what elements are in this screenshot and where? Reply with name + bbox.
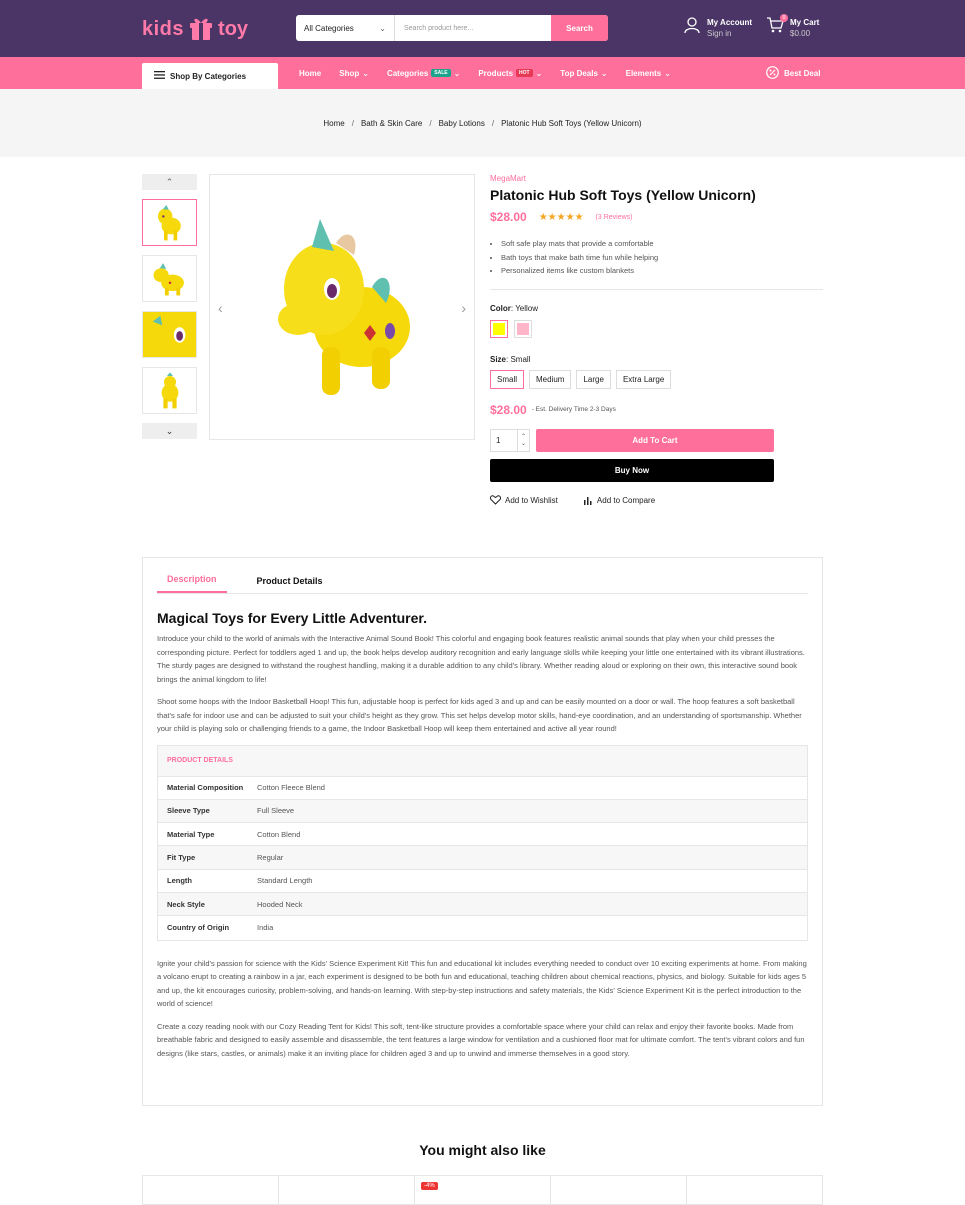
- logo-text-left: kids: [142, 17, 185, 40]
- nav-item-top-deals[interactable]: Top Deals ⌄: [560, 68, 608, 78]
- breadcrumb-baby-lotions[interactable]: Baby Lotions: [438, 118, 485, 128]
- feature-list: [490, 237, 823, 278]
- percent-badge-icon: [766, 66, 779, 81]
- chevron-down-icon: ⌄: [600, 68, 608, 78]
- nav-item-home[interactable]: Home: [299, 68, 322, 78]
- table-row: Material Composition Cotton Fleece Blend: [158, 777, 807, 800]
- best-deal-label: Best Deal: [784, 69, 821, 78]
- thumbnail-3[interactable]: [142, 311, 197, 358]
- thumb-up-button[interactable]: [142, 174, 197, 190]
- gift-icon: [186, 16, 216, 42]
- description-panel: [142, 557, 823, 1106]
- product-title: Platonic Hub Soft Toys (Yellow Unicorn): [490, 187, 756, 203]
- divider: [490, 289, 823, 290]
- brand-link[interactable]: MegaMart: [490, 174, 527, 183]
- size-extra-large-button[interactable]: Extra Large: [616, 370, 671, 389]
- shop-by-label: Shop By Categories: [170, 71, 247, 81]
- chevron-down-icon: ⌄: [535, 68, 543, 78]
- cart-amount: $0.00: [790, 28, 811, 38]
- chevron-down-icon: ⌄: [165, 425, 174, 436]
- description-paragraph: Ignite your child's passion for science with the Kids' Science Experiment Kit! This fun and educational kit includes everything needed to conduct over 10 exciting experiments at home. From making a volcano erupt to creating a rainbow in a jar, each experiment is designed to be both fun and educational, teaching children about chemical reactions, physics, and biology. Suitable for kids ages 5 and up, the kit encourages curiosity, problem-solving, and hands-on learning. With step-by-step instructions and safety materials, the Kids' Science Experiment Kit is the perfect introduction to the world of science!: [157, 958, 807, 1009]
- chevron-down-icon: ⌄: [664, 68, 671, 78]
- table-row: Country of Origin India: [167, 923, 274, 933]
- site-logo[interactable]: [142, 12, 248, 46]
- nav-item-elements[interactable]: Elements ⌄: [625, 68, 671, 78]
- user-icon: [683, 16, 701, 39]
- menu-icon: [154, 71, 165, 81]
- yellow-unicorn-image: [262, 207, 422, 407]
- category-select[interactable]: [296, 15, 395, 41]
- variant-price: $28.00: [490, 402, 527, 417]
- swatch-pink[interactable]: [514, 320, 532, 338]
- reviews-link[interactable]: (3 Reviews): [595, 213, 633, 221]
- add-to-wishlist-link[interactable]: [490, 495, 558, 507]
- description-paragraph: Shoot some hoops with the Indoor Basketball Hoop! This fun, adjustable hoop is perfect for kids aged 3 and up and can be easily mounted on a door or wall. The hoop features a soft basketball that's safe for indoor use and can be adjusted to suit your child's height as they grow. This set helps develop motor skills, hand-eye coordination, and an understanding of sportsmanship. Whether your child is playing solo or challenging friends to a game, the Indoor Basketball Hoop will keep them entertained and active all year round!: [157, 697, 802, 733]
- discount-badge: -4%: [421, 1182, 438, 1190]
- nav-item-categories[interactable]: Categories SALE ⌄: [386, 68, 461, 78]
- nav-menu: [299, 57, 689, 89]
- table-row: Length Standard Length: [158, 870, 807, 893]
- cart-icon: [766, 16, 784, 39]
- search-button[interactable]: Search: [551, 15, 608, 41]
- chevron-down-icon: ⌄: [362, 68, 369, 78]
- sale-badge: SALE: [431, 69, 450, 77]
- feature-item: • Personalized items like custom blankets: [501, 264, 823, 278]
- thumbnail-4[interactable]: [142, 367, 197, 414]
- size-options: [490, 370, 823, 389]
- breadcrumb-home[interactable]: Home: [323, 118, 345, 128]
- tab-description[interactable]: Description: [157, 574, 227, 593]
- description-paragraph: Create a cozy reading nook with our Cozy Reading Tent for Kids! This soft, tent-like structure provides a comfortable space where your child can relax and enjoy their favorite books. Made from breathable fabric and designed to easily assemble and disassemble, the tent features a large window for ventilation and a cushioned floor mat for ultimate comfort. The tent's vibrant colors and fun designs (like stars, castles, or animals) make it an inviting place for children aged 3 and up to unwind and immerse themselves in a good story.: [157, 1021, 805, 1058]
- description-paragraph: Introduce your child to the world of animals with the Interactive Animal Sound Book! This colorful and engaging book features realistic animal sounds that play when your child presses the corresponding picture. Perfect for toddlers aged 1 and up, the book helps develop auditory recognition and early language skills while keeping your little one entertained with its vibrant illustrations. The sturdy pages are designed to withstand the roughest handling, making it a durable addition to any child's library. Whether reading aloud or exploring on their own, this interactive sound book brings the animal kingdom to life!: [157, 634, 805, 684]
- buy-now-button[interactable]: Buy Now: [490, 459, 774, 482]
- thumbnail-gallery: [142, 174, 197, 439]
- category-select-value: All Categories: [304, 23, 354, 33]
- thumbnail-1[interactable]: [142, 199, 197, 246]
- breadcrumb-bath-skin-care[interactable]: Bath & Skin Care: [360, 118, 423, 128]
- related-products-row: [142, 1175, 823, 1205]
- tab-product-details[interactable]: Product Details: [256, 576, 323, 586]
- table-row: Material Type Cotton Blend: [158, 823, 807, 846]
- rating-stars-icon: ★★★★★: [538, 211, 584, 223]
- table-row: Sleeve Type Full Sleeve: [158, 800, 807, 823]
- next-image-icon[interactable]: ›: [461, 300, 466, 316]
- compare-label: Add to Compare: [596, 496, 656, 505]
- color-swatches: [490, 320, 823, 338]
- nav-item-products[interactable]: Products HOT ⌄: [478, 68, 543, 78]
- add-to-cart-button[interactable]: Add To Cart: [536, 429, 774, 452]
- chevron-down-icon: ⌄: [379, 23, 386, 33]
- table-row: Neck Style Hooded Neck: [158, 893, 807, 916]
- account-title: My Account: [707, 17, 753, 27]
- cart-count-badge: 0: [780, 14, 788, 22]
- chevron-down-icon: ⌄: [453, 68, 461, 78]
- table-row: Fit Type Regular: [158, 846, 807, 869]
- sign-in-link[interactable]: Sign in: [707, 28, 732, 38]
- add-to-compare-link[interactable]: [583, 495, 655, 507]
- product-info: [490, 174, 823, 507]
- hot-badge: HOT: [516, 69, 533, 77]
- color-label: Color: Yellow: [490, 303, 539, 313]
- chevron-up-icon: ⌃: [165, 176, 174, 187]
- bar-chart-icon: [583, 495, 593, 507]
- tab-bar: [157, 558, 808, 594]
- related-products-title: You might also like: [419, 1142, 546, 1158]
- prev-image-icon[interactable]: ‹: [218, 300, 223, 316]
- size-large-button[interactable]: Large: [576, 370, 610, 389]
- quantity-value[interactable]: 1: [496, 435, 501, 445]
- shop-by-categories-button[interactable]: [142, 63, 278, 89]
- size-small-button[interactable]: Small: [490, 370, 524, 389]
- qty-down-icon[interactable]: ⌄: [520, 441, 527, 447]
- wishlist-label: Add to Wishlist: [505, 496, 558, 505]
- search-input[interactable]: Search product here...: [404, 24, 474, 32]
- main-product-image[interactable]: [209, 174, 475, 440]
- nav-item-shop[interactable]: Shop ⌄: [339, 68, 369, 78]
- account-link[interactable]: [683, 16, 752, 39]
- breadcrumb-current: Platonic Hub Soft Toys (Yellow Unicorn): [501, 118, 642, 128]
- thumbnail-2[interactable]: [142, 255, 197, 302]
- qty-up-icon[interactable]: ⌃: [520, 434, 527, 440]
- search-bar: [296, 15, 608, 41]
- logo-text-right: toy: [218, 17, 249, 40]
- main-nav: [0, 57, 965, 89]
- product-price: $28.00: [490, 210, 527, 224]
- top-header: [0, 0, 965, 57]
- best-deal-link[interactable]: [766, 66, 820, 81]
- delivery-note: - Est. Delivery Time 2-3 Days: [531, 406, 616, 413]
- heart-icon: [490, 495, 501, 507]
- spec-table-title: PRODUCT DETAILS: [158, 746, 807, 777]
- cart-link[interactable]: [766, 16, 819, 39]
- feature-item: • Soft safe play mats that provide a comfortable: [501, 237, 823, 251]
- product-details-table: [157, 745, 808, 941]
- thumb-down-button[interactable]: [142, 423, 197, 439]
- swatch-yellow[interactable]: [490, 320, 508, 338]
- description-title: Magical Toys for Every Little Adventurer.: [157, 610, 427, 626]
- size-medium-button[interactable]: Medium: [529, 370, 571, 389]
- quantity-stepper[interactable]: [490, 429, 530, 452]
- feature-item: • Bath toys that make bath time fun while helping: [501, 251, 823, 265]
- breadcrumb: Home / Bath & Skin Care / Baby Lotions / Platonic Hub Soft Toys (Yellow Unicorn): [0, 89, 965, 157]
- cart-title: My Cart: [790, 17, 820, 27]
- size-label: Size: Small: [490, 354, 531, 364]
